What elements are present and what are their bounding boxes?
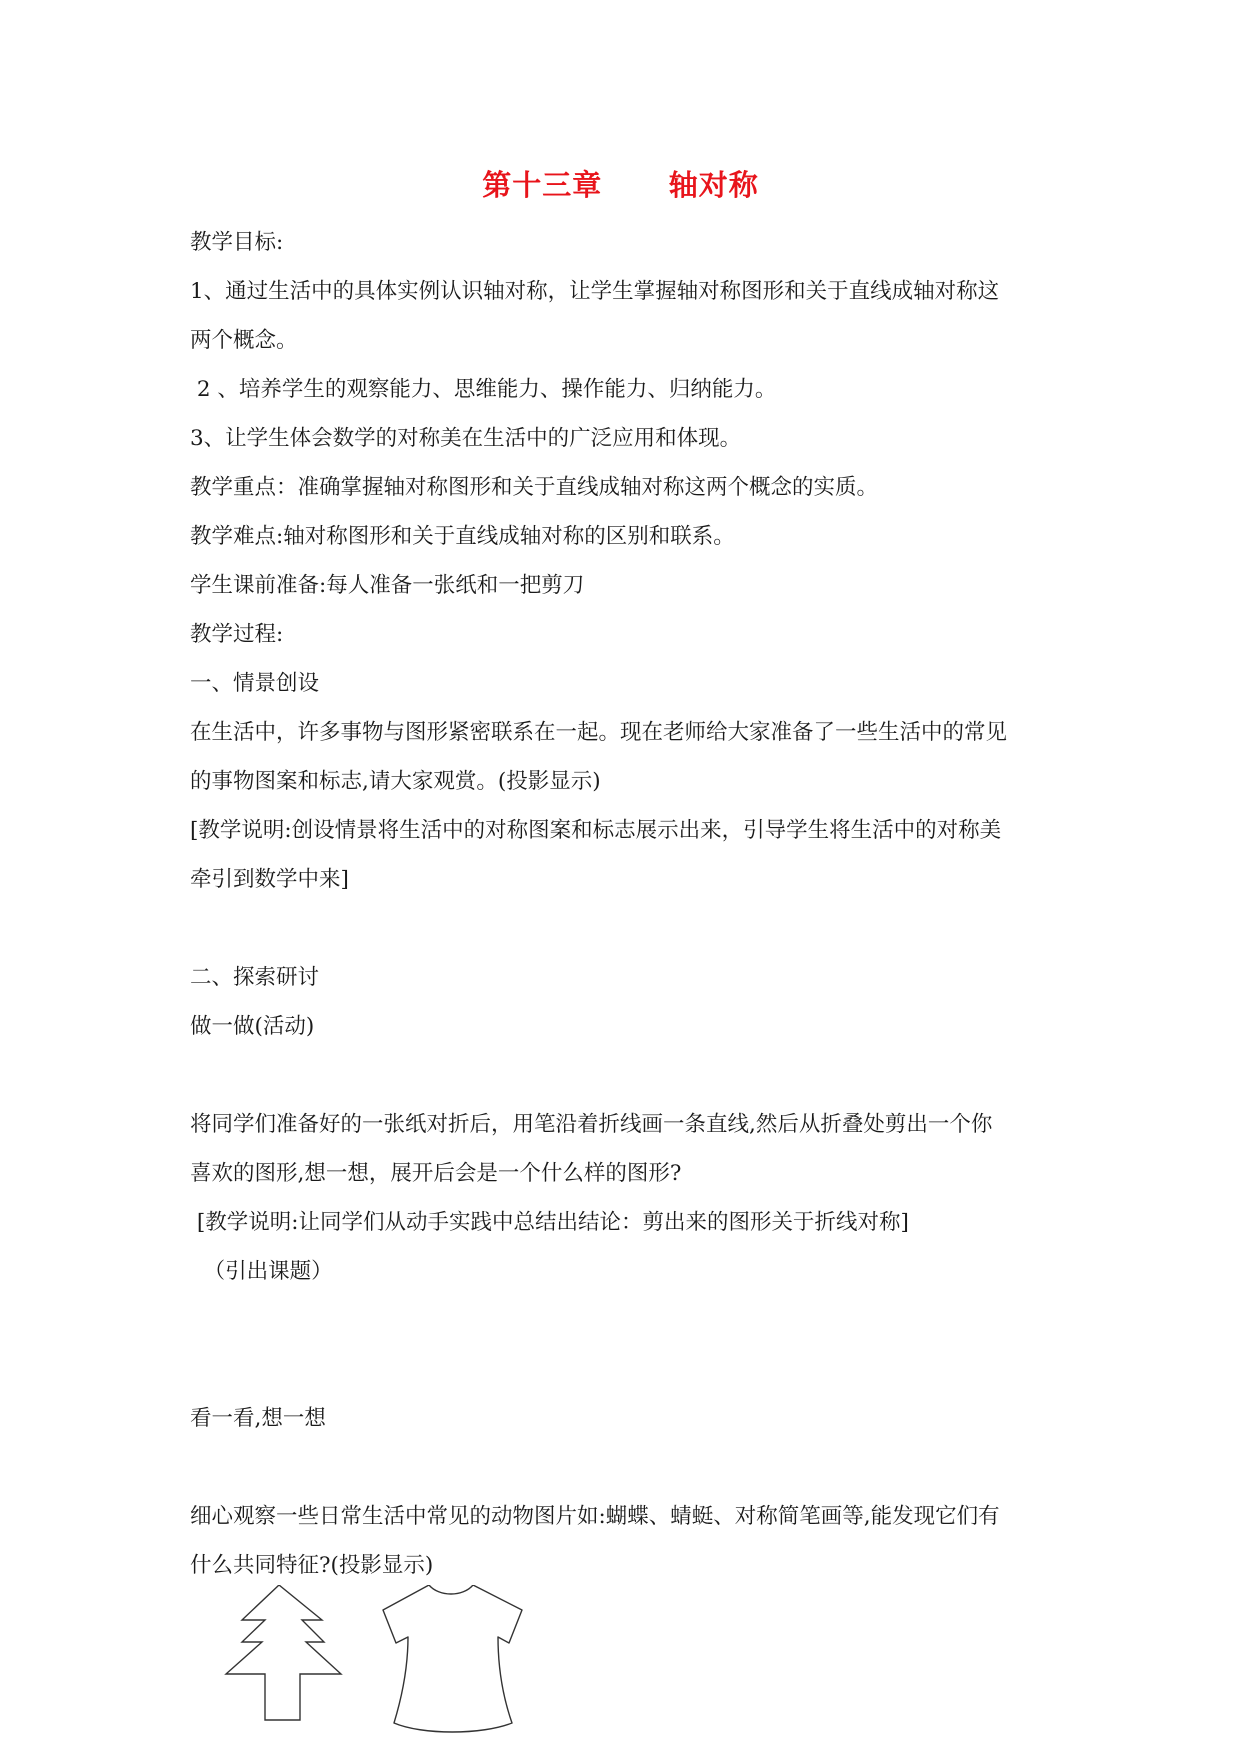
page-title: 第十三章 轴对称: [482, 168, 759, 202]
objective-3: 3、让学生体会数学的对称美在生活中的广泛应用和体现。: [190, 426, 742, 451]
section-2-heading: 二、探索研讨: [190, 965, 320, 990]
section-1-note-line-1: [教学说明:创设情景将生活中的对称图案和标志展示出来，引导学生将生活中的对称美: [190, 818, 1002, 843]
teaching-difficulty: 教学难点:轴对称图形和关于直线成轴对称的区别和联系。: [190, 524, 735, 549]
objective-2: 2 、培养学生的观察能力、思维能力、操作能力、归纳能力。: [190, 377, 777, 402]
activity-heading: 做一做(活动): [190, 1014, 315, 1039]
activity-note: [教学说明:让同学们从动手实践中总结出结论：剪出来的图形关于折线对称]: [190, 1210, 909, 1235]
section-1-paragraph-line-1: 在生活中，许多事物与图形紧密联系在一起。现在老师给大家准备了一些生活中的常见: [190, 720, 1008, 745]
objectives-heading: 教学目标:: [190, 230, 284, 255]
process-heading: 教学过程:: [190, 622, 284, 647]
tree-figure: [226, 1585, 341, 1720]
symmetric-figures: [220, 1585, 560, 1735]
activity-paragraph-line-2: 喜欢的图形,想一想，展开后会是一个什么样的图形?: [190, 1161, 682, 1186]
section-1-paragraph-line-2: 的事物图案和标志,请大家观赏。(投影显示): [190, 769, 601, 794]
dress-figure: [383, 1585, 522, 1732]
objective-1-line-2: 两个概念。: [190, 328, 298, 353]
activity-paragraph-line-1: 将同学们准备好的一张纸对折后，用笔沿着折线画一条直线,然后从折叠处剪出一个你: [190, 1112, 993, 1137]
observe-paragraph-line-1: 细心观察一些日常生活中常见的动物图片如:蝴蝶、蜻蜓、对称简笔画等,能发现它们有: [190, 1504, 1000, 1529]
teaching-focus: 教学重点：准确掌握轴对称图形和关于直线成轴对称这两个概念的实质。: [190, 475, 879, 500]
topic-intro: （引出课题）: [190, 1259, 333, 1284]
section-1-heading: 一、情景创设: [190, 671, 320, 696]
objective-1-line-1: 1、通过生活中的具体实例认识轴对称，让学生掌握轴对称图形和关于直线成轴对称这: [190, 279, 1000, 304]
observe-paragraph-line-2: 什么共同特征?(投影显示): [190, 1553, 434, 1578]
student-preparation: 学生课前准备:每人准备一张纸和一把剪刀: [190, 573, 585, 598]
look-think-heading: 看一看,想一想: [190, 1406, 326, 1431]
section-1-note-line-2: 牵引到数学中来]: [190, 867, 349, 892]
